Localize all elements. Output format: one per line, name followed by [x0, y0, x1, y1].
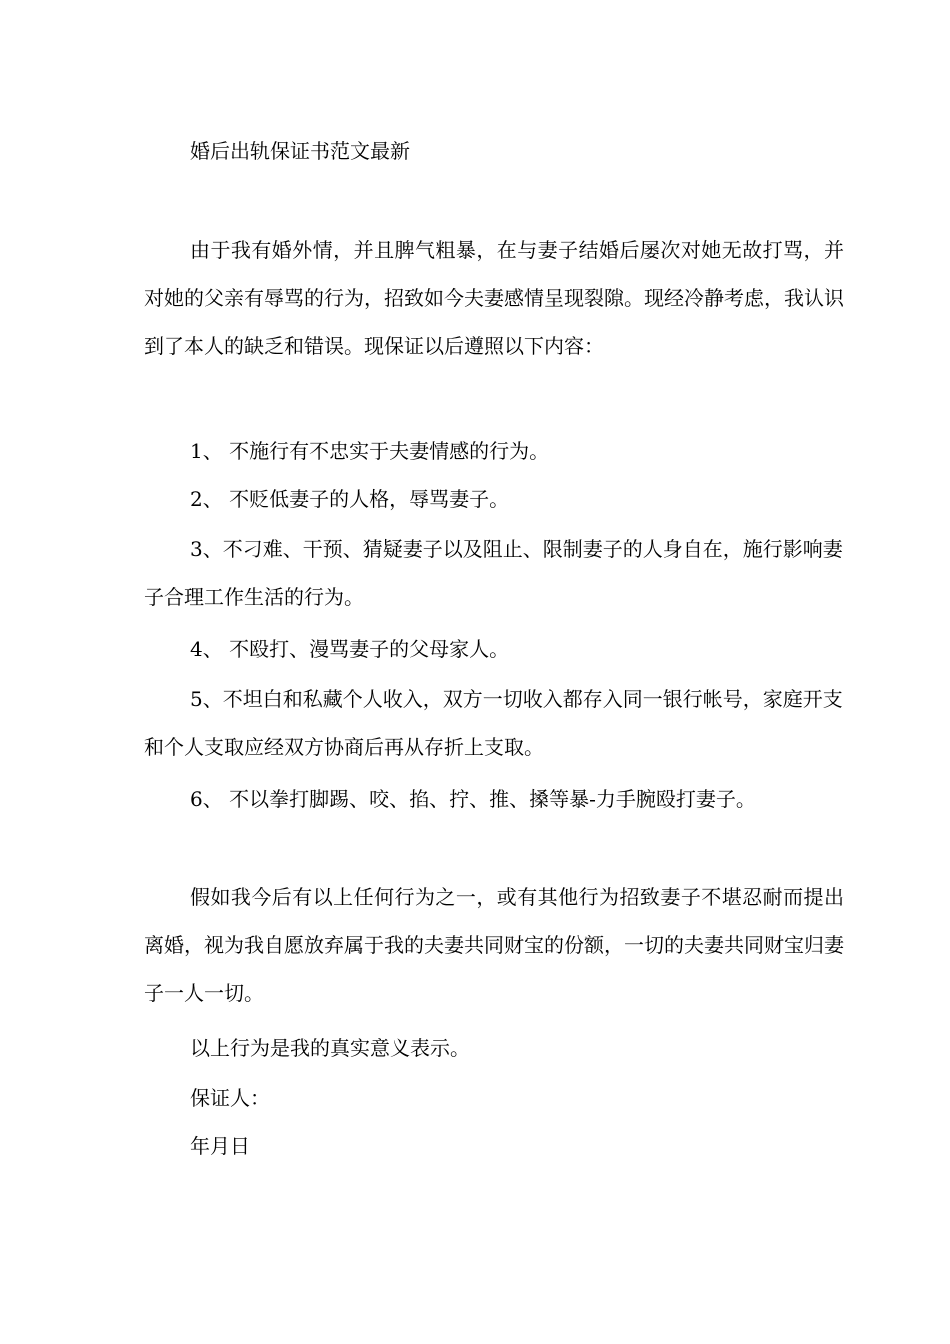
intro-paragraph: 由于我有婚外情，并且脾气粗暴，在与妻子结婚后屡次对她无故打骂，并对她的父亲有辱骂的行为，招致如今夫妻感情呈现裂隙。现经冷静考虑，我认识到了本人的缺乏和错误。现保证以后遵照以下内容： — [144, 238, 844, 358]
guarantor-label: 保证人： — [190, 1086, 270, 1110]
list-item-6: 6、 不以拳打脚踢、咬、掐、拧、推、搡等暴-力手腕殴打妻子。 — [190, 787, 756, 811]
declaration-line: 以上行为是我的真实意义表示。 — [190, 1036, 470, 1060]
list-item-5: 5、不坦白和私藏个人收入，双方一切收入都存入同一银行帐号，家庭开支和个人支取应经双方协商后再从存折上支取。 — [144, 687, 843, 759]
list-item-3: 3、不刁难、干预、猜疑妻子以及阻止、限制妻子的人身自在，施行影响妻子合理工作生活的行为。 — [144, 537, 843, 609]
date-label: 年月日 — [190, 1134, 250, 1158]
list-item-1: 1、 不施行有不忠实于夫妻情感的行为。 — [190, 439, 550, 463]
document-title: 婚后出轨保证书范文最新 — [190, 139, 410, 163]
list-item-4: 4、 不殴打、漫骂妻子的父母家人。 — [190, 637, 510, 661]
consequence-paragraph: 假如我今后有以上任何行为之一，或有其他行为招致妻子不堪忍耐而提出离婚，视为我自愿放弃属于我的夫妻共同财宝的份额，一切的夫妻共同财宝归妻子一人一切。 — [144, 885, 844, 1005]
list-item-2: 2、 不贬低妻子的人格，辱骂妻子。 — [190, 487, 510, 511]
